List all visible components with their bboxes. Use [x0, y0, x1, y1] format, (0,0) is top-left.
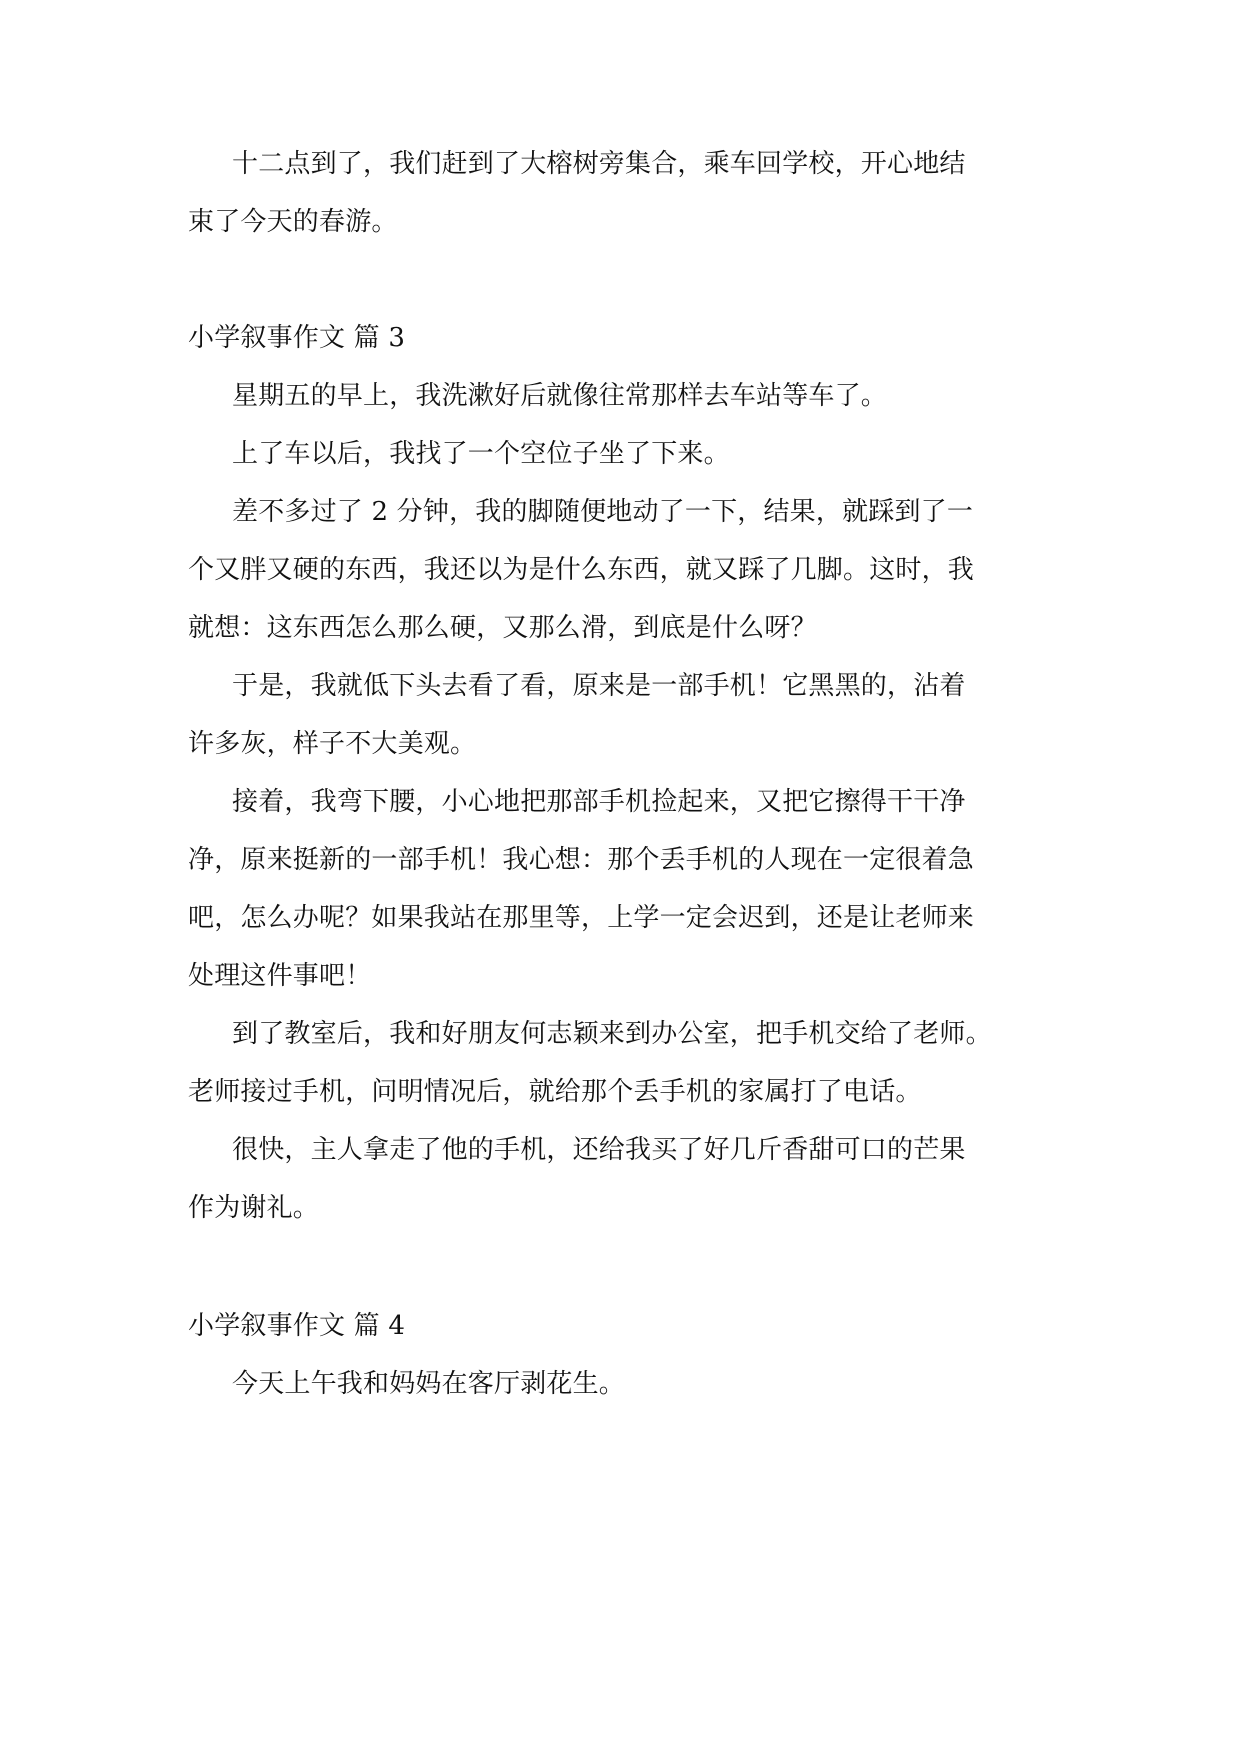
paragraph-line: 到了教室后，我和好朋友何志颖来到办公室，把手机交给了老师。	[232, 1019, 992, 1049]
paragraph-line: 就想：这东西怎么那么硬，又那么滑，到底是什么呀？	[188, 613, 817, 643]
paragraph-line: 束了今天的春游。	[188, 207, 398, 237]
paragraph-line: 很快，主人拿走了他的手机，还给我买了好几斤香甜可口的芒果	[232, 1135, 966, 1165]
paragraph-line: 老师接过手机，问明情况后，就给那个丢手机的家属打了电话。	[188, 1077, 922, 1107]
paragraph-line: 净，原来挺新的一部手机！我心想：那个丢手机的人现在一定很着急	[188, 845, 975, 875]
paragraph-line: 处理这件事吧！	[188, 961, 372, 991]
paragraph-line: 接着，我弯下腰，小心地把那部手机捡起来，又把它擦得干干净	[232, 787, 966, 817]
paragraph-line: 作为谢礼。	[188, 1193, 320, 1223]
paragraph-line: 上了车以后，我找了一个空位子坐了下来。	[232, 439, 730, 469]
paragraph-line: 许多灰，样子不大美观。	[188, 729, 477, 759]
paragraph-line: 今天上午我和妈妈在客厅剥花生。	[232, 1369, 626, 1399]
paragraph-line: 于是，我就低下头去看了看，原来是一部手机！它黑黑的，沾着	[232, 671, 966, 701]
section-heading: 小学叙事作文 篇 3	[188, 323, 406, 353]
paragraph-line: 星期五的早上，我洗漱好后就像往常那样去车站等车了。	[232, 381, 888, 411]
paragraph-line: 吧，怎么办呢？如果我站在那里等，上学一定会迟到，还是让老师来	[188, 903, 975, 933]
section-heading: 小学叙事作文 篇 4	[188, 1311, 406, 1341]
paragraph-line: 十二点到了，我们赶到了大榕树旁集合，乘车回学校，开心地结	[232, 149, 966, 179]
paragraph-line: 个又胖又硬的东西，我还以为是什么东西，就又踩了几脚。这时，我	[188, 555, 975, 585]
paragraph-line: 差不多过了 2 分钟，我的脚随便地动了一下，结果，就踩到了一	[232, 497, 974, 527]
